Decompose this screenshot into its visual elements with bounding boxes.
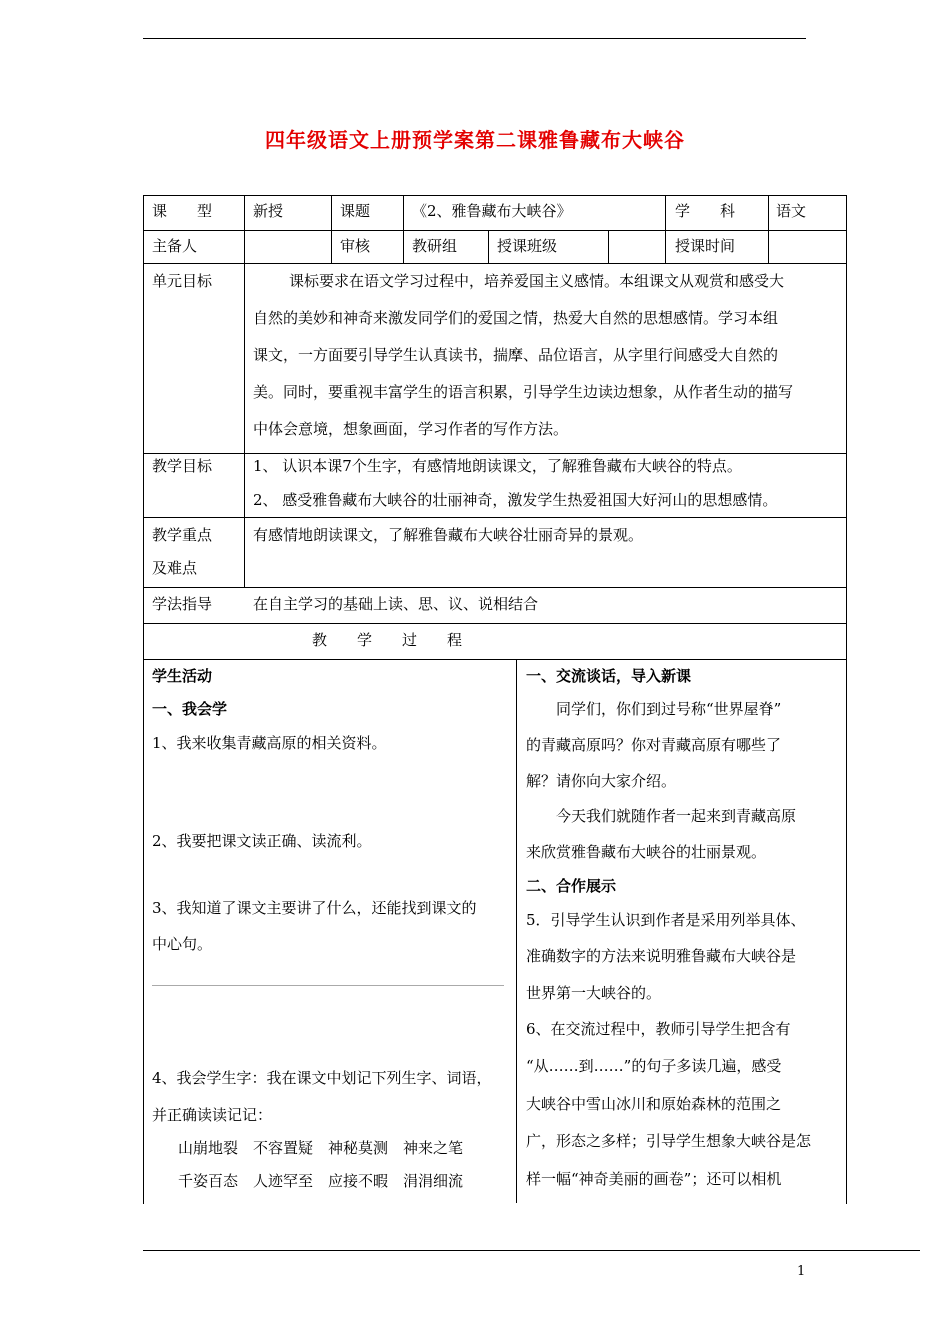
review-value: 教研组 [412,237,458,255]
document-title: 四年级语文上册预学案第二课雅鲁藏布大峡谷 [265,128,685,152]
column-divider [403,195,404,263]
unit-goal-line: 美。同时，要重视丰富学生的语言积累，引导学生边读边想象，从作者生动的描写 [253,383,794,401]
header-rule [143,38,806,39]
column-divider [768,195,769,263]
footer-rule [143,1250,920,1251]
student-item: 中心句。 [152,935,213,953]
teacher-line: 来欣赏雅鲁藏布大峡谷的壮丽景观。 [526,843,767,861]
unit-goal-label: 单元目标 [152,272,213,290]
unit-goal-line: 自然的美妙和神奇来激发同学们的爱国之情，热爱大自然的思想感情。学习本组 [253,309,779,327]
row-divider [143,587,846,588]
lesson-type-label: 课 型 [152,202,213,220]
teacher-line: 今天我们就随作者一起来到青藏高原 [526,807,797,825]
teacher-line: 6、在交流过程中，教师引导学生把含有 [526,1020,791,1038]
column-divider [244,195,245,587]
column-divider [488,230,489,263]
teacher-section: 二、合作展示 [526,877,617,895]
column-divider [331,195,332,263]
method-label: 学法指导 [152,595,213,613]
row-divider [143,263,846,264]
student-section: 一、我会学 [152,700,228,718]
column-divider [665,195,666,263]
teacher-line: “从……到……”的句子多读几遍，感受 [526,1057,782,1075]
method-value: 在自主学习的基础上读、思、议、说相结合 [253,595,539,613]
teacher-line: 的青藏高原吗？你对青藏高原有哪些了 [526,736,782,754]
page-number: 1 [797,1264,806,1279]
teacher-line: 世界第一大峡谷的。 [526,984,662,1002]
row-divider [143,659,846,660]
unit-goal-line: 课标要求在语文学习过程中，培养爱国主义感情。本组课文从观赏和感受大 [289,272,785,290]
teaching-goal-label: 教学目标 [152,457,213,475]
topic-value: 《2、雅鲁藏布大峡谷》 [412,202,572,220]
row-divider [143,230,846,231]
word-row: 千姿百态 人迹罕至 应接不暇 涓涓细流 [178,1172,464,1190]
unit-goal-line: 课文，一方面要引导学生认真读书，揣摩、品位语言，从字里行间感受大自然的 [253,346,779,364]
process-heading: 教 学 过 程 [312,631,463,649]
subject-label: 学 科 [675,202,736,220]
unit-goal-line: 中体会意境，想象画面，学习作者的写作方法。 [253,420,569,438]
column-divider [516,659,517,1203]
student-item: 并正确读读记记： [152,1106,273,1124]
column-divider [608,230,609,263]
teacher-line: 同学们，你们到过号称“世界屋脊” [526,700,782,718]
lesson-type-value: 新授 [253,202,284,220]
time-label: 授课时间 [675,237,736,255]
teacher-line: 5．引导学生认识到作者是采用列举具体、 [526,911,806,929]
key-points-label: 教学重点 [152,526,213,544]
teaching-goal-item: 2、 感受雅鲁藏布大峡谷的壮丽神奇，激发学生热爱祖国大好河山的思想感情。 [253,491,778,509]
row-divider [143,453,846,454]
class-label: 授课班级 [497,237,558,255]
row-divider [143,623,846,624]
teacher-section: 一、交流谈话，导入新课 [526,667,692,685]
row-divider [143,517,846,518]
word-row: 山崩地裂 不容置疑 神秘莫测 神来之笔 [178,1139,464,1157]
student-heading: 学生活动 [152,667,213,685]
answer-line [152,985,504,986]
topic-label: 课题 [340,202,371,220]
subject-value: 语文 [776,202,807,220]
teaching-goal-item: 1、 认识本课7个生字，有感情地朗读课文，了解雅鲁藏布大峡谷的特点。 [253,457,742,475]
student-item: 4、我会学生字：我在课文中划记下列生字、词语， [152,1069,492,1087]
teacher-line: 样一幅“神奇美丽的画卷”；还可以相机 [526,1170,782,1188]
preparer-label: 主备人 [152,237,198,255]
teacher-line: 大峡谷中雪山冰川和原始森林的范围之 [526,1095,782,1113]
student-item: 2、我要把课文读正确、读流利。 [152,832,372,850]
teacher-line: 广，形态之多样；引导学生想象大峡谷是怎 [526,1132,812,1150]
review-label: 审核 [340,237,371,255]
student-item: 3、我知道了课文主要讲了什么，还能找到课文的 [152,899,477,917]
student-item: 1、我来收集青藏高原的相关资料。 [152,734,387,752]
key-points-value: 有感情地朗读课文，了解雅鲁藏布大峡谷壮丽奇异的景观。 [253,526,644,544]
teacher-line: 准确数字的方法来说明雅鲁藏布大峡谷是 [526,947,797,965]
key-points-label: 及难点 [152,559,198,577]
teacher-line: 解？请你向大家介绍。 [526,772,677,790]
